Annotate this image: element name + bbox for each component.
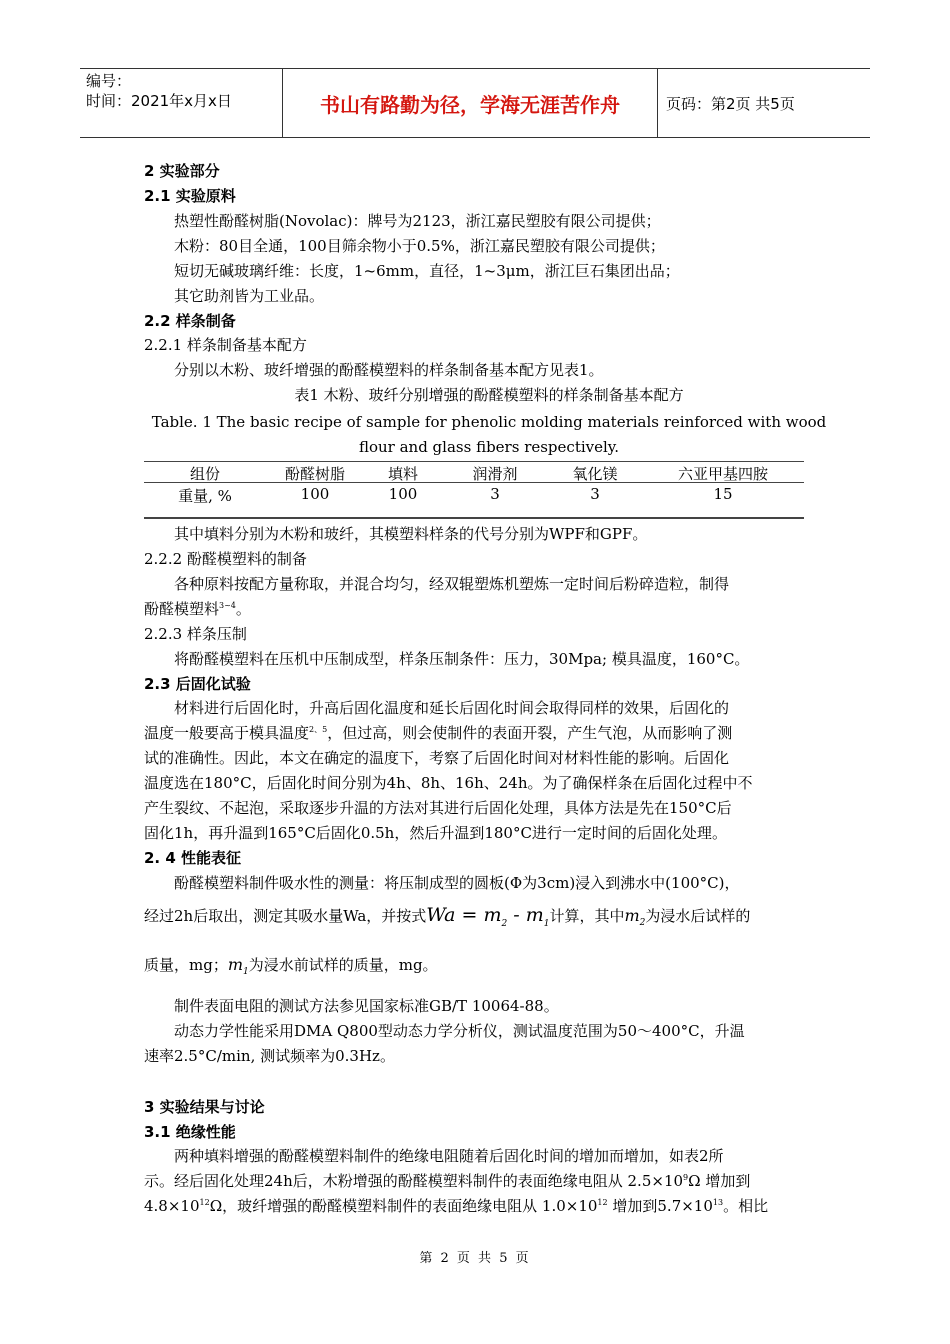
header-meta xyxy=(80,69,283,137)
symbol-letter: m xyxy=(227,955,243,974)
text-run: 增加到5.7×10 xyxy=(607,1197,713,1215)
text-run: ，但过高，则会使制件的表面开裂，产生气泡，从而影响了测 xyxy=(327,724,733,742)
section-2-1-title: 2.1 实验原料 xyxy=(144,187,236,205)
table-bottom-rule xyxy=(144,517,804,519)
section-2-3-line4: 温度选在180°C，后固化时间分别为4h、8h、16h、24h。为了确保样条在后固化过程中不 xyxy=(144,774,753,792)
section-2-2-title: 2.2 样条制备 xyxy=(144,312,236,330)
section-2-3-line6: 固化1h，再升温到165°C后固化0.5h，然后升温到180°C进行一定时间的后固化处理。 xyxy=(144,824,727,842)
table-cell: 3 xyxy=(490,485,500,503)
section-2-2-2-line1: 各种原料按配方量称取，并混合均匀，经双辊塑炼机塑炼一定时间后粉碎造粒，制得 xyxy=(174,575,730,593)
section-2-3-line1: 材料进行后固化时，升高后固化温度和延长后固化时间会取得同样的效果，后固化的 xyxy=(174,699,730,717)
section-2-title: 2 实验部分 xyxy=(144,162,220,180)
section-2-3-title: 2.3 后固化试验 xyxy=(144,675,251,693)
text-run: 。 xyxy=(235,600,251,618)
after-table-text: 其中填料分别为木粉和玻纤，其模塑料样条的代号分别为WPF和GPF。 xyxy=(174,525,648,543)
page-header xyxy=(80,68,870,138)
page-footer: 第 2 页 共 5 页 xyxy=(419,1251,531,1266)
table-header-cell: 填料 xyxy=(387,465,418,483)
text-run: 为浸水后试样的 xyxy=(645,907,751,925)
exponent: 12 xyxy=(199,1198,210,1207)
m1-symbol xyxy=(227,955,249,978)
table-header-cell: 润滑剂 xyxy=(472,465,518,483)
material-other: 其它助剂皆为工业品。 xyxy=(174,287,325,305)
section-2-2-3-text: 将酚醛模塑料在压机中压制成型，样条压制条件：压力，30Mpa; 模具温度，160°C。 xyxy=(174,650,750,668)
section-2-4-line6: 速率2.5°C/min, 测试频率为0.3Hz。 xyxy=(144,1047,395,1065)
table-cell: 100 xyxy=(300,485,330,503)
section-3-1-line1: 两种填料增强的酚醛模塑料制件的绝缘电阻随着后固化时间的增加而增加，如表2所 xyxy=(174,1147,724,1165)
text-run: 。相比 xyxy=(723,1197,769,1215)
material-wood-flour: 木粉：80目全通，100目筛余物小于0.5%，浙江嘉民塑胶有限公司提供； xyxy=(174,237,665,255)
section-2-3-line3: 试的准确性。因此，本文在确定的温度下，考察了后固化时间对材料性能的影响。后固化 xyxy=(144,749,730,767)
citation-sup: 2、5 xyxy=(309,725,328,734)
exponent: 12 xyxy=(597,1198,608,1207)
header-motto: 书山有路勤为径，学海无涯苦作舟 xyxy=(283,69,658,137)
text-run: 计算，其中 xyxy=(549,907,625,925)
section-2-2-3-title: 2.2.3 样条压制 xyxy=(144,625,247,643)
text-run: 质量，mg； xyxy=(144,956,228,974)
table-cell: 100 xyxy=(388,485,418,503)
table-top-rule xyxy=(144,461,804,462)
section-2-4-line4: 制件表面电阻的测试方法参见国家标准GB/T 10064-88。 xyxy=(174,997,559,1015)
formula-part: Wa = m xyxy=(426,904,502,926)
section-2-2-1-text: 分别以木粉、玻纤增强的酚醛模塑料的样条制备基本配方见表1。 xyxy=(174,361,604,379)
text-run: 为浸水前试样的质量，mg。 xyxy=(248,956,438,974)
text-run: 酚醛模塑料 xyxy=(144,600,220,618)
section-3-1-title: 3.1 绝缘性能 xyxy=(144,1123,236,1141)
section-2-2-1-title: 2.2.1 样条制备基本配方 xyxy=(144,336,307,354)
symbol-subscript: 2 xyxy=(639,918,646,929)
exponent: 9 xyxy=(683,1173,689,1182)
section-2-4-line3 xyxy=(144,950,438,987)
table-cell: 3 xyxy=(590,485,600,503)
text-run: 经过2h后取出，测定其吸水量Wa，并按式 xyxy=(144,907,427,925)
text-run: 温度一般要高于模具温度 xyxy=(144,724,310,742)
symbol-letter: m xyxy=(624,906,640,925)
text-run: Ω，玻纤增强的酚醛模塑料制件的表面绝缘电阻从 1.0×10 xyxy=(209,1197,598,1215)
text-run: 示。经后固化处理24h后，木粉增强的酚醛模塑料制件的表面绝缘电阻从 2.5×10 xyxy=(144,1172,684,1190)
symbol-subscript: 1 xyxy=(243,967,249,978)
table-header-cell: 组份 xyxy=(189,465,220,483)
header-page-label: 页码：第2页 共5页 xyxy=(666,94,795,113)
section-2-2-2-line2 xyxy=(144,599,251,619)
section-2-4-title: 2. 4 性能表征 xyxy=(144,849,242,867)
m2-symbol xyxy=(624,906,646,929)
text-run: 4.8×10 xyxy=(144,1197,200,1215)
water-absorption-formula xyxy=(426,904,550,929)
exponent: 13 xyxy=(712,1198,724,1207)
table-header-cell: 六亚甲基四胺 xyxy=(677,465,768,483)
section-2-3-line2 xyxy=(144,723,732,743)
material-resin: 热塑性酚醛树脂(Novolac)：牌号为2123，浙江嘉民塑胶有限公司提供； xyxy=(174,212,661,230)
table-header-cell: 酚醛树脂 xyxy=(284,465,345,483)
formula-part: - m xyxy=(507,904,544,926)
table-caption-cn: 表1 木粉、玻纤分别增强的酚醛模塑料的样条制备基本配方 xyxy=(294,386,684,404)
section-2-4-line2 xyxy=(144,900,750,939)
table-cell: 15 xyxy=(713,485,733,503)
section-3-1-line3 xyxy=(144,1196,768,1216)
text-run: Ω 增加到 xyxy=(688,1172,751,1190)
citation-sup: 3~4 xyxy=(219,601,236,610)
section-2-4-line1: 酚醛模塑料制件吸水性的测量：将压制成型的圆板(Φ为3cm)浸入到沸水中(100°C)， xyxy=(174,874,740,892)
section-2-4-line5: 动态力学性能采用DMA Q800型动态力学分析仪，测试温度范围为50～400°C，升温 xyxy=(174,1022,745,1040)
section-3-title: 3 实验结果与讨论 xyxy=(144,1098,265,1116)
table-cell: 重量, % xyxy=(178,487,232,505)
formula-subscript: 2 xyxy=(501,918,508,929)
doc-number-label: 编号： xyxy=(86,72,132,90)
material-glass-fiber: 短切无碱玻璃纤维：长度，1~6mm，直径，1~3μm，浙江巨石集团出品； xyxy=(174,262,680,280)
table-caption-en: Table. 1 The basic recipe of sample for phenolic molding materials reinforced with wood flour and glass fibers respectively. xyxy=(151,413,827,456)
table-header-cell: 氧化镁 xyxy=(572,465,618,483)
formula-subscript: 1 xyxy=(543,918,550,929)
section-3-1-line2 xyxy=(144,1171,750,1191)
section-2-2-2-title: 2.2.2 酚醛模塑料的制备 xyxy=(144,550,307,568)
section-2-3-line5: 产生裂纹、不起泡，采取逐步升温的方法对其进行后固化处理，具体方法是先在150°C后 xyxy=(144,799,732,817)
doc-date-label: 时间：2021年x月x日 xyxy=(86,92,232,110)
